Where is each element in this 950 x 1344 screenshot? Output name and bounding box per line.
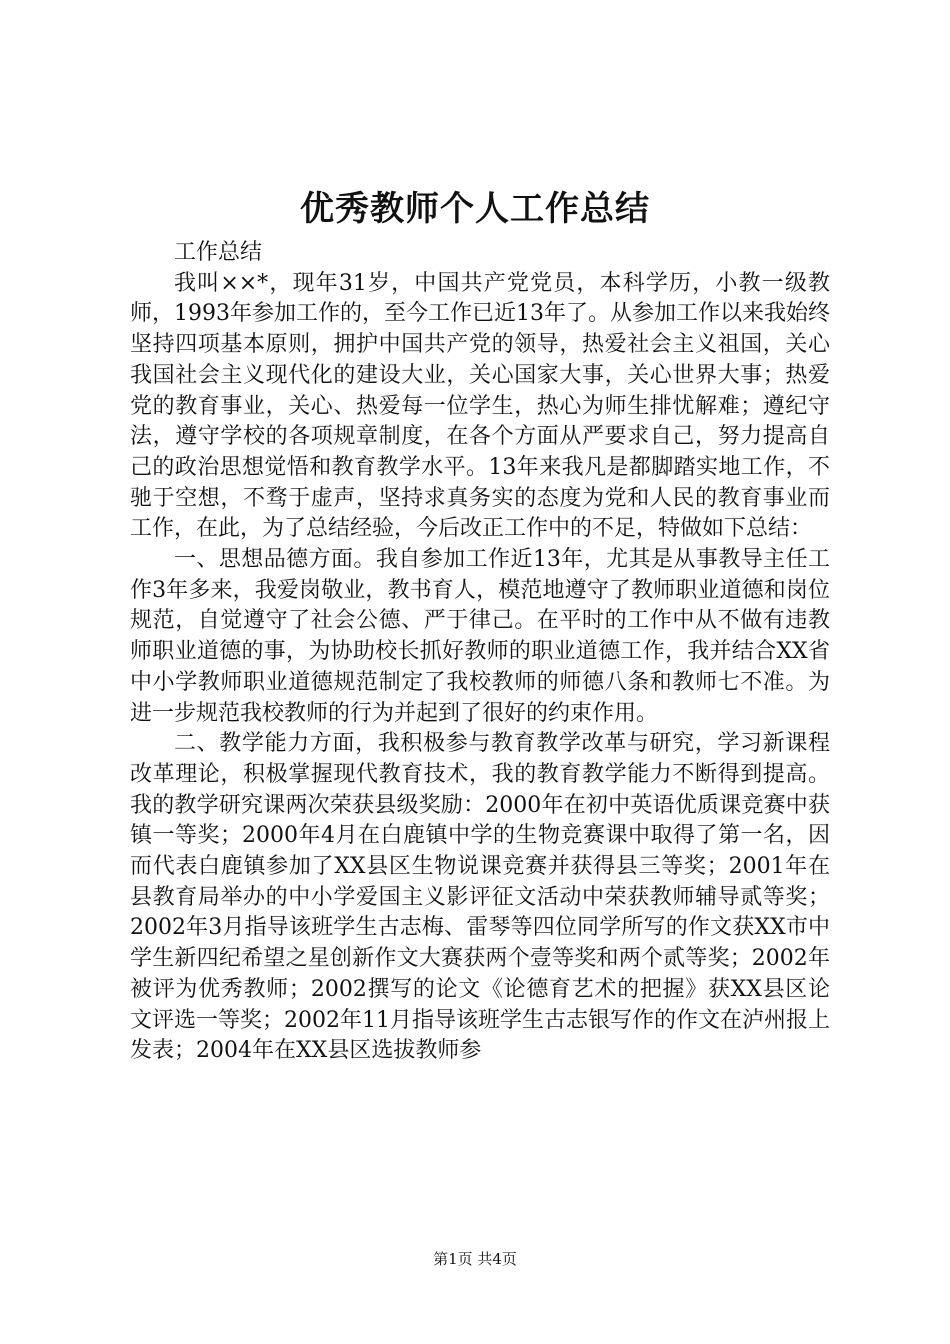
paragraph-heading: 工作总结 [174, 240, 263, 265]
document-title: 优秀教师个人工作总结 [300, 189, 650, 229]
document-body [130, 238, 830, 1067]
paragraph-teaching: 二、教学能力方面，我积极参与教育教学改革与研究，学习新课程改革理论，积极掌握现代教育技术，我的教育教学能力不断得到提高。我的教学研究课两次荣获县级奖励：2000年在初中英语优质课竞赛中获镇一等奖；2000年4月在白鹿镇中学的生物竞赛课中取得了第一名，因而代表白鹿镇参加了XX县区生物说课竞赛并获得县三等奖；2001年在县教育局举办的中小学爱国主义影评征文活动中荣获教师辅导贰等奖；2002年3月指导该班学生古志梅、雷琴等四位同学所写的作文获XX市中学生新四纪希望之星创新作文大赛获两个壹等奖和两个贰等奖；2002年被评为优秀教师；2002撰写的论文《论德育艺术的把握》获XX县区论文评选一等奖；2002年11月指导该班学生古志银写作的作文在泸州报上发表；2004年在XX县区选拔教师参 [130, 731, 830, 1064]
paragraph-intro: 我叫××*，现年31岁，中国共产党党员，本科学历，小教一级教师，1993年参加工作的，至今工作已近13年了。从参加工作以来我始终坚持四项基本原则，拥护中国共产党的领导，热爱社会主义祖国，关心我国社会主义现代化的建设大业，关心国家大事，关心世界大事；热爱党的教育事业，关心、热爱每一位学生，热心为师生排忧解难；遵纪守法，遵守学校的各项规章制度，在各个方面从严要求自己，努力提高自己的政治思想觉悟和教育教学水平。13年来我凡是都脚踏实地工作，不驰于空想，不骛于虚声，坚持求真务实的态度为党和人民的教育事业而工作，在此，为了总结经验，今后改正工作中的不足，特做如下总结： [130, 270, 830, 542]
page-number: 第1页 共4页 [433, 1250, 517, 1268]
paragraph-moral: 一、思想品德方面。我自参加工作近13年，尤其是从事教导主任工作3年多来，我爱岗敬业，教书育人，模范地遵守了教师职业道德和岗位规范，自觉遵守了社会公德、严于律己。在平时的工作中从不做有违教师职业道德的事，为协助校长抓好教师的职业道德工作，我并结合XX省中小学教师职业道德规范制定了我校教师的师德八条和教师七不准。为进一步规范我校教师的行为并起到了很好的约束作用。 [130, 547, 830, 726]
